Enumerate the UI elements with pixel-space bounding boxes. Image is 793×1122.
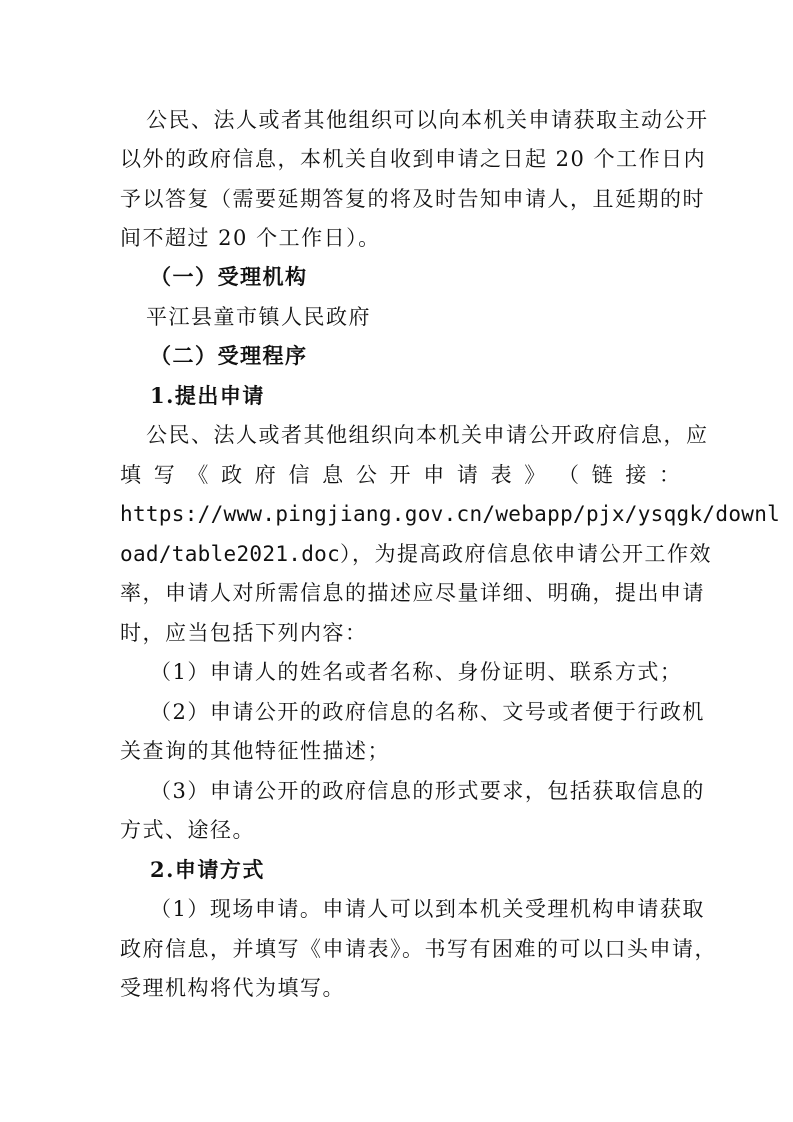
application-form-url-tail[interactable]: oad/table2021.doc	[120, 542, 341, 566]
requirement-item-3-line-2: 方式、途径。	[120, 818, 255, 842]
spread-char: 接	[625, 463, 647, 487]
section-heading-procedure: （二）受理程序	[150, 343, 308, 368]
spread-char: 开	[389, 463, 411, 487]
section-heading-accepting-agency: （一）受理机构	[150, 264, 308, 289]
intro-paragraph-line-3: 予以答复（需要延期答复的将及时告知申请人，且延期的时	[120, 187, 705, 211]
spread-char: （	[557, 463, 579, 487]
spread-char: 信	[288, 463, 310, 487]
submit-paragraph-line-2	[120, 460, 680, 490]
method-item-1-line-1: （1）现场申请。申请人可以到本机关受理机构申请获取	[150, 897, 705, 921]
application-form-url-line-2	[120, 539, 713, 569]
requirement-item-2-line-2: 关查询的其他特征性描述；	[120, 739, 390, 763]
submit-paragraph-line-5: 率，申请人对所需信息的描述应尽量详细、明确，提出申请	[120, 581, 705, 605]
step-heading-submit-application: 1.提出申请	[150, 383, 265, 408]
requirement-item-3-line-1: （3）申请公开的政府信息的形式要求，包括获取信息的	[150, 779, 705, 803]
spread-char: 府	[254, 463, 276, 487]
spread-char: 息	[322, 463, 344, 487]
accepting-agency-name: 平江县童市镇人民政府	[146, 305, 371, 329]
spread-char: 申	[423, 463, 445, 487]
spread-char: 表	[490, 463, 512, 487]
intro-paragraph-line-2: 以外的政府信息，本机关自收到申请之日起 20 个工作日内	[120, 147, 707, 171]
spread-char: 《	[187, 463, 209, 487]
intro-paragraph-line-1: 公民、法人或者其他组织可以向本机关申请获取主动公开	[146, 108, 709, 132]
method-item-1-line-3: 受理机构将代为填写。	[120, 976, 345, 1000]
spread-char: 写	[153, 463, 175, 487]
spread-char: 》	[524, 463, 546, 487]
spread-char: 填	[120, 463, 141, 487]
submit-paragraph-line-1: 公民、法人或者其他组织向本机关申请公开政府信息，应	[146, 423, 709, 447]
step-heading-application-method: 2.申请方式	[150, 857, 265, 882]
spread-char: 政	[221, 463, 243, 487]
intro-paragraph-line-4: 间不超过 20 个工作日）。	[120, 226, 381, 250]
submit-paragraph-line-6: 时，应当包括下列内容：	[120, 621, 368, 645]
spread-char: ：	[659, 463, 680, 487]
method-item-1-line-2: 政府信息，并填写《申请表》。书写有困难的可以口头申请，	[120, 937, 717, 961]
spread-char: 公	[355, 463, 377, 487]
requirement-item-2-line-1: （2）申请公开的政府信息的名称、文号或者便于行政机	[150, 700, 705, 724]
submit-paragraph-line-4-text: ），为提高政府信息依申请公开工作效	[340, 542, 713, 566]
spread-char: 请	[456, 463, 478, 487]
requirement-item-1: （1）申请人的姓名或者名称、身份证明、联系方式；	[150, 660, 683, 684]
spread-char: 链	[591, 463, 613, 487]
application-form-url-line-1[interactable]: https://www.pingjiang.gov.cn/webapp/pjx/ysqgk/downl	[120, 502, 781, 526]
